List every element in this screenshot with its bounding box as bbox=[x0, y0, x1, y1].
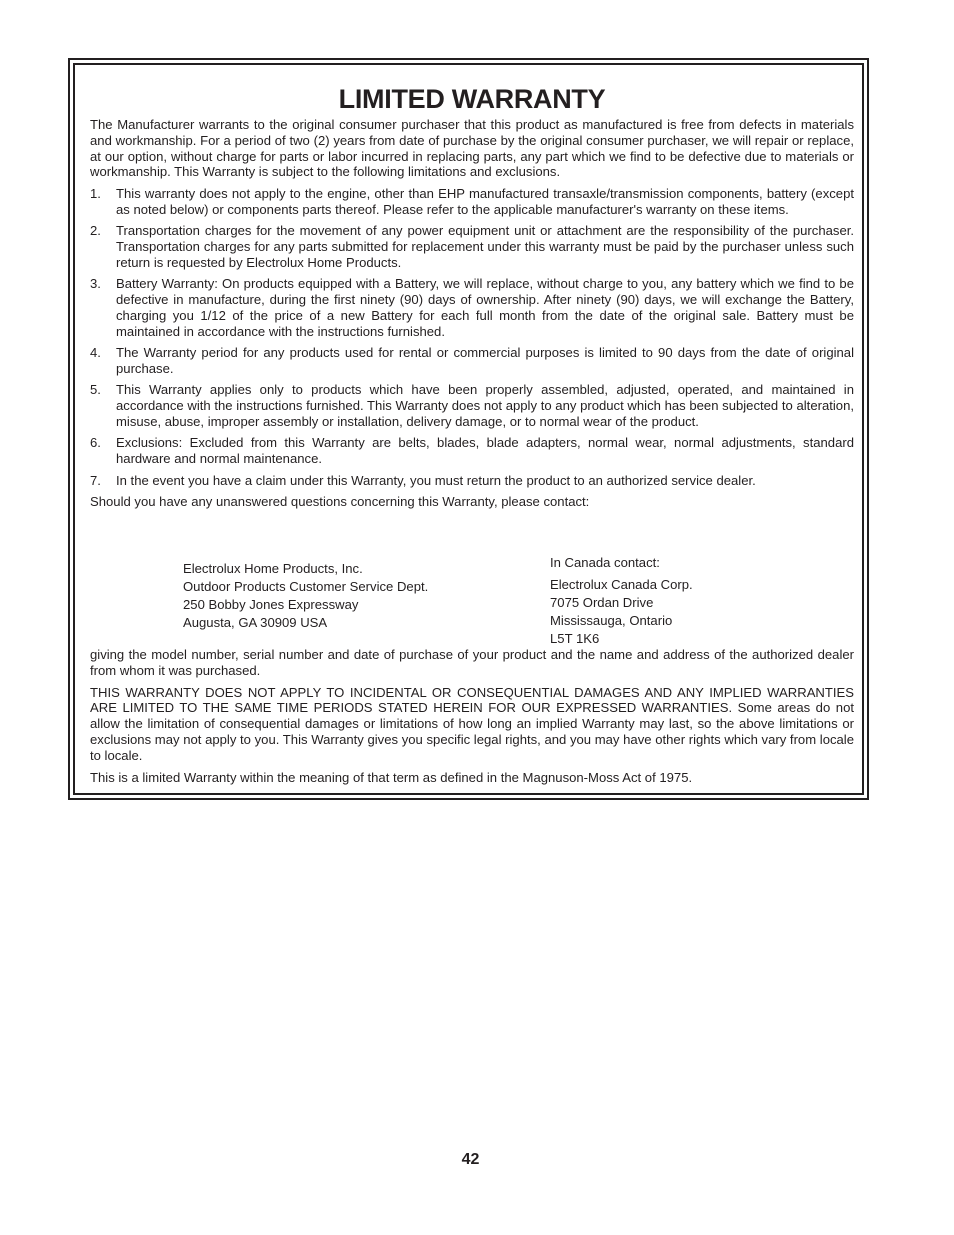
item-number: 7. bbox=[90, 472, 101, 488]
giving-paragraph: giving the model number, serial number and date of purchase of your product and the name and address of the authorized dealer from whom it was purchased. bbox=[90, 647, 854, 678]
address-line: Electrolux Canada Corp. bbox=[550, 577, 693, 593]
limitations-list bbox=[90, 186, 854, 488]
address-line: 250 Bobby Jones Expressway bbox=[183, 597, 359, 613]
page-number: 42 bbox=[461, 1151, 480, 1168]
item-text: The Warranty period for any products used for rental or commercial purposes is limited to 90 days from the date of original purchase. bbox=[116, 345, 854, 376]
item-text: This Warranty applies only to products which have been properly assembled, adjusted, operated, and maintained in accordance with the instructions furnished. This Warranty does not apply to any product which has been subjected to alteration, misuse, abuse, improper assembly or installation, delivery damage, or to normal wear of the product. bbox=[116, 382, 854, 429]
address-line: Outdoor Products Customer Service Dept. bbox=[183, 579, 429, 595]
item-text: Exclusions: Excluded from this Warranty are belts, blades, blade adapters, normal wear, normal adjustments, standard hardware and normal maintenance. bbox=[116, 435, 854, 467]
list-item bbox=[90, 382, 854, 429]
us-address bbox=[183, 560, 428, 632]
canada-address bbox=[550, 554, 693, 648]
item-text: In the event you have a claim under this Warranty, you must return the product to an authorized service dealer. bbox=[116, 472, 756, 488]
item-number: 4. bbox=[90, 345, 101, 361]
item-number: 2. bbox=[90, 223, 101, 239]
item-number: 5. bbox=[90, 382, 101, 398]
list-item bbox=[90, 473, 854, 489]
address-line: L5T 1K6 bbox=[550, 631, 600, 647]
magnuson-moss-paragraph: This is a limited Warranty within the meaning of that term as defined in the Magnuson-Moss Act of 1975. bbox=[90, 769, 693, 785]
canada-contact-lead: In Canada contact: bbox=[550, 555, 660, 571]
item-number: 3. bbox=[90, 276, 101, 292]
item-number: 1. bbox=[90, 186, 101, 202]
list-item bbox=[90, 435, 854, 467]
item-text: Battery Warranty: On products equipped with a Battery, we will replace, without charge to you, any battery which we find to be defective in manufacture, during the first ninety (90) days of ownership. After ninety (90) days, we will exchange the Battery, charging you 1/12 of the price of a new Battery for each full month from the date of the original sale. Battery must be maintained in accordance with the instructions furnished. bbox=[116, 276, 854, 339]
list-item bbox=[90, 345, 854, 377]
disclaimer-paragraph: THIS WARRANTY DOES NOT APPLY TO INCIDENTAL OR CONSEQUENTIAL DAMAGES AND ANY IMPLIED WARRANTIES ARE LIMITED TO THE SAME TIME PERIODS STATED HEREIN FOR OUR EXPRESSED WARRANTIES. Some areas do not allow the limitation of consequential damages or limitations of how long an implied Warranty may last, so the above limitations or exclusions may not apply to you. This Warranty gives you specific legal rights, and you may have other rights which vary from locale to locale. bbox=[90, 684, 854, 763]
item-number: 6. bbox=[90, 435, 101, 451]
address-line: 7075 Ordan Drive bbox=[550, 595, 654, 611]
warranty-content bbox=[90, 82, 854, 791]
intro-paragraph: The Manufacturer warrants to the original consumer purchaser that this product as manufactured is free from defects in materials and workmanship. For a period of two (2) years from date of purchase by the original consumer purchaser, we will repair or replace, at our option, without charge for parts or labor incurred in replacing parts, any part which we find to be defective due to materials or workmanship. This Warranty is subject to the following limitations and exclusions. bbox=[90, 117, 854, 180]
list-item bbox=[90, 186, 854, 218]
contact-addresses bbox=[90, 516, 854, 647]
list-item bbox=[90, 223, 854, 270]
address-line: Electrolux Home Products, Inc. bbox=[183, 561, 363, 577]
contact-prompt: Should you have any unanswered questions concerning this Warranty, please contact: bbox=[90, 494, 590, 510]
address-line: Augusta, GA 30909 USA bbox=[183, 615, 328, 631]
address-line: Mississauga, Ontario bbox=[550, 613, 673, 629]
item-text: Transportation charges for the movement of any power equipment unit or attachment are the responsibility of the purchaser. Transportation charges for any parts submitted for replacement under this warranty must be paid by the purchaser unless such return is requested by Electrolux Home Products. bbox=[116, 223, 854, 270]
item-text: This warranty does not apply to the engine, other than EHP manufactured transaxle/transmission components, battery (except as noted below) or components parts thereof. Please refer to the applicable manufacturer's warranty on these items. bbox=[116, 186, 854, 217]
page-title: LIMITED WARRANTY bbox=[338, 84, 606, 114]
list-item bbox=[90, 276, 854, 339]
